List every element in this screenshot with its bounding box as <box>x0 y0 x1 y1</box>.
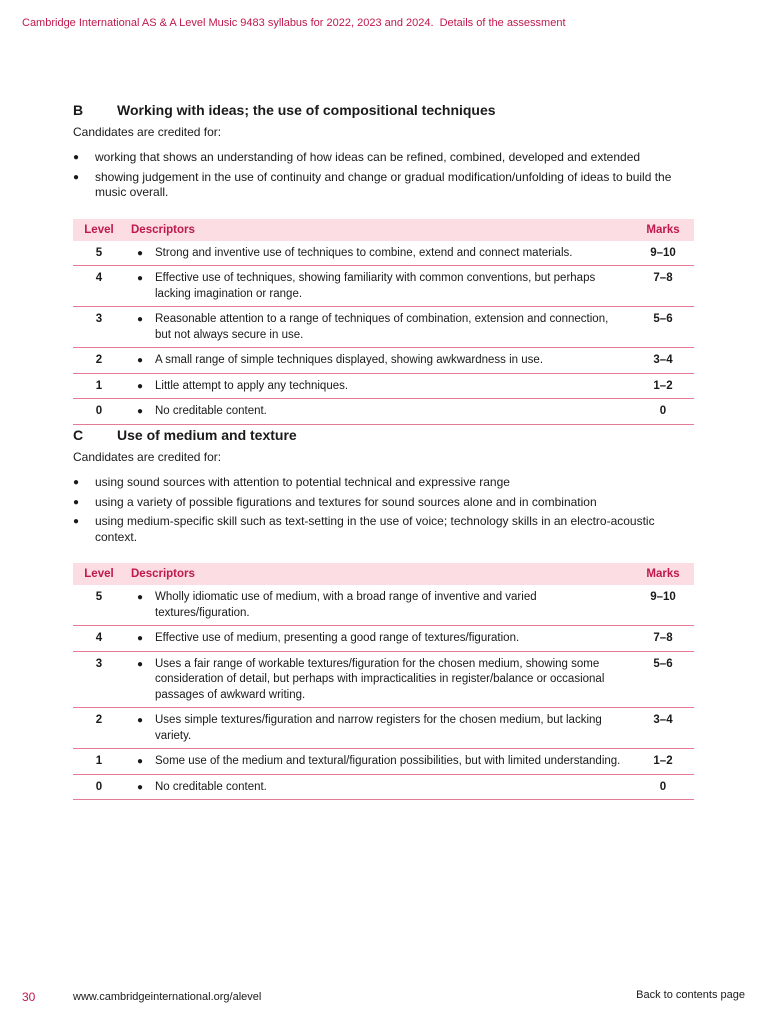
bullet-text: using sound sources with attention to potential technical and expressive range <box>95 475 510 489</box>
descriptor-cell <box>125 266 632 307</box>
descriptor-cell <box>125 651 632 708</box>
descriptor-text: Wholly idiomatic use of medium, with a broad range of inventive and varied textures/figuration. <box>155 591 537 619</box>
bullet-icon: ● <box>137 273 144 284</box>
marks-cell: 7–8 <box>632 266 694 307</box>
section-c-letter: C <box>73 427 84 443</box>
level-cell: 2 <box>73 708 125 749</box>
bullet-icon: ● <box>137 633 144 644</box>
bullet-text: using medium-specific skill such as text-setting in the use of voice; technology skills in an electro-acoustic context. <box>95 514 655 544</box>
descriptor-cell <box>125 708 632 749</box>
table-row <box>73 651 694 708</box>
marks-cell: 7–8 <box>632 626 694 652</box>
section-c-table <box>73 563 694 800</box>
bullet-item <box>73 475 694 491</box>
section-c <box>73 425 694 800</box>
descriptors-header: Descriptors <box>131 223 195 236</box>
descriptor-text: Effective use of medium, presenting a good range of textures/figuration. <box>155 632 520 644</box>
descriptor-text: No creditable content. <box>155 405 267 417</box>
descriptor-cell <box>125 307 632 348</box>
bullet-icon: ● <box>137 781 144 793</box>
descriptor-cell <box>125 774 632 800</box>
level-cell: 5 <box>73 241 125 266</box>
bullet-icon: ● <box>73 477 80 488</box>
bullet-item <box>73 170 694 201</box>
level-cell: 4 <box>73 626 125 652</box>
section-b-intro: Candidates are credited for: <box>73 125 222 139</box>
descriptor-text: Some use of the medium and textural/figuration possibilities, but with limited understanding. <box>155 755 621 767</box>
descriptor-cell <box>125 241 632 266</box>
table-row <box>73 348 694 374</box>
table-row <box>73 774 694 800</box>
section-b-letter: B <box>73 102 84 118</box>
section-c-bullets <box>73 475 694 545</box>
descriptor-cell <box>125 749 632 775</box>
back-to-contents-link[interactable]: Back to contents page <box>636 989 745 1001</box>
bullet-icon: ● <box>137 715 144 726</box>
level-cell: 1 <box>73 373 125 399</box>
level-cell: 5 <box>73 585 125 626</box>
bullet-icon: ● <box>137 406 144 417</box>
marks-cell: 1–2 <box>632 749 694 775</box>
bullet-icon: ● <box>73 496 80 508</box>
bullet-text: working that shows an understanding of how ideas can be refined, combined, developed and extended <box>95 150 641 164</box>
table-row <box>73 241 694 266</box>
section-c-heading <box>73 425 694 445</box>
section-c-intro: Candidates are credited for: <box>73 450 222 464</box>
bullet-item <box>73 150 694 166</box>
level-cell: 0 <box>73 399 125 425</box>
descriptor-cell <box>125 585 632 626</box>
section-b-bullets <box>73 150 694 201</box>
marks-cell: 5–6 <box>632 651 694 708</box>
descriptor-text: A small range of simple techniques displayed, showing awkwardness in use. <box>155 354 544 366</box>
bullet-item <box>73 495 694 511</box>
bullet-icon: ● <box>137 756 144 767</box>
bullet-icon: ● <box>137 592 144 603</box>
section-b-heading <box>73 100 694 120</box>
marks-cell: 3–4 <box>632 708 694 749</box>
bullet-text: showing judgement in the use of continuity and change or gradual modification/unfolding of ideas to build the music overall. <box>95 169 672 199</box>
running-header <box>22 17 566 29</box>
table-row <box>73 626 694 652</box>
marks-cell: 1–2 <box>632 373 694 399</box>
bullet-icon: ● <box>137 658 144 670</box>
bullet-icon: ● <box>137 314 144 325</box>
section-b-table <box>73 219 694 425</box>
descriptor-text: Uses simple textures/figuration and narrow registers for the chosen medium, but lacking variety. <box>155 714 602 742</box>
level-cell: 4 <box>73 266 125 307</box>
table-header-row <box>73 219 694 241</box>
bullet-icon: ● <box>137 355 144 366</box>
descriptor-text: Little attempt to apply any techniques. <box>155 379 349 392</box>
level-header: Level <box>84 223 114 236</box>
running-header-title: Cambridge International AS & A Level Music 9483 syllabus for 2022, 2023 and 2024. <box>22 17 434 29</box>
level-header: Level <box>84 568 114 580</box>
descriptor-text: Uses a fair range of workable textures/figuration for the chosen medium, showing some consideration of detail, but perhaps with impracticalities in register/balance or occasional passages of awkward writing. <box>155 657 605 701</box>
marks-cell: 9–10 <box>632 241 694 266</box>
table-header-row <box>73 563 694 585</box>
bullet-item <box>73 514 694 545</box>
marks-cell: 0 <box>632 774 694 800</box>
level-cell: 3 <box>73 307 125 348</box>
marks-cell: 9–10 <box>632 585 694 626</box>
table-row <box>73 266 694 307</box>
marks-cell: 0 <box>632 399 694 425</box>
level-cell: 3 <box>73 651 125 708</box>
level-cell: 1 <box>73 749 125 775</box>
descriptor-cell <box>125 348 632 374</box>
descriptor-text: Strong and inventive use of techniques to combine, extend and connect materials. <box>155 246 573 259</box>
section-c-title: Use of medium and texture <box>117 427 297 443</box>
marks-header: Marks <box>646 223 680 236</box>
descriptor-cell <box>125 626 632 652</box>
descriptor-text: No creditable content. <box>155 780 267 793</box>
marks-cell: 5–6 <box>632 307 694 348</box>
marks-cell: 3–4 <box>632 348 694 374</box>
bullet-icon: ● <box>137 380 144 392</box>
descriptor-cell <box>125 373 632 399</box>
section-b <box>73 100 694 425</box>
page-number: 30 <box>22 990 36 1004</box>
table-row <box>73 399 694 425</box>
table-row <box>73 307 694 348</box>
section-b-title: Working with ideas; the use of compositional techniques <box>117 102 496 118</box>
marks-header: Marks <box>646 568 680 580</box>
bullet-text: using a variety of possible figurations and textures for sound sources alone and in combination <box>95 494 597 509</box>
table-row <box>73 708 694 749</box>
table-row <box>73 373 694 399</box>
descriptor-text: Reasonable attention to a range of techniques of combination, extension and connection, but not always secure in use. <box>155 313 609 341</box>
table-row <box>73 749 694 775</box>
level-cell: 0 <box>73 774 125 800</box>
table-row <box>73 585 694 626</box>
running-header-section: Details of the assessment <box>439 17 566 29</box>
footer-url-link[interactable]: www.cambridgeinternational.org/alevel <box>73 991 262 1003</box>
descriptor-text: Effective use of techniques, showing familiarity with common conventions, but perhaps lacking imagination or range. <box>155 272 596 300</box>
bullet-icon: ● <box>73 152 80 163</box>
bullet-icon: ● <box>137 247 144 259</box>
level-cell: 2 <box>73 348 125 374</box>
bullet-icon: ● <box>73 516 80 527</box>
descriptor-cell <box>125 399 632 425</box>
descriptors-header: Descriptors <box>131 568 195 580</box>
bullet-icon: ● <box>73 171 80 183</box>
